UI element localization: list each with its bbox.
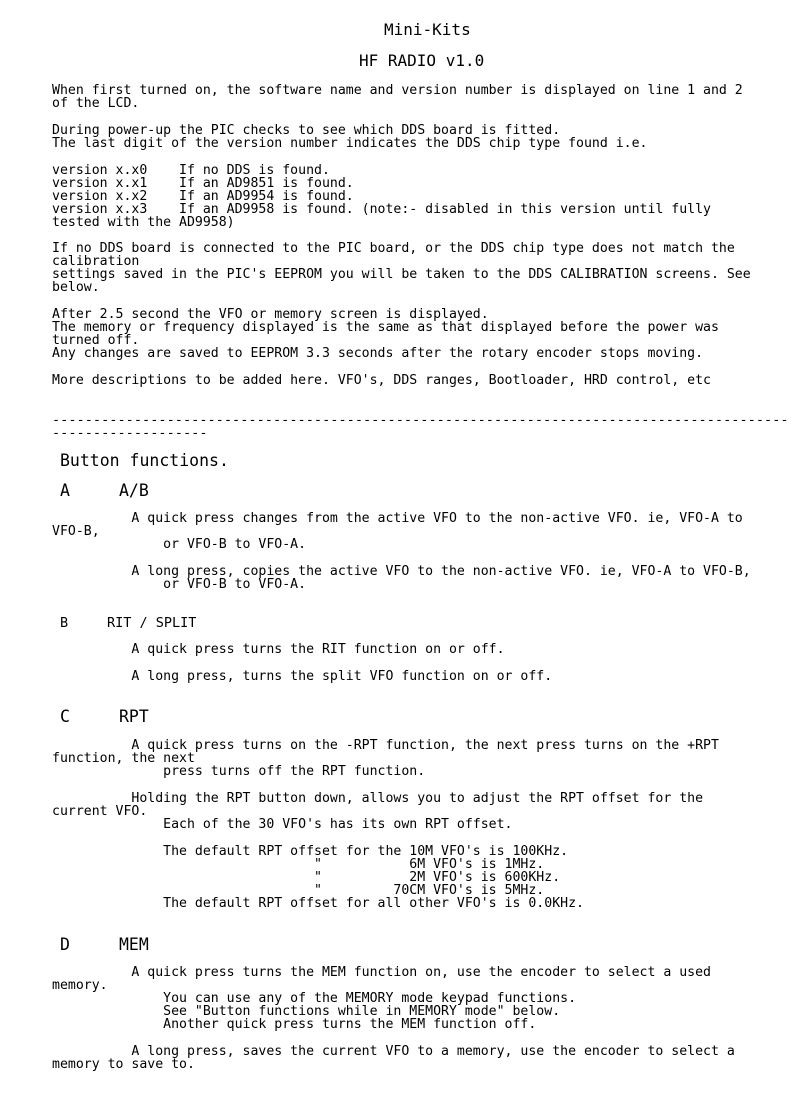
intro-line: below. <box>52 280 100 295</box>
desc-line: The default RPT offset for the 10M VFO's is 100KHz. <box>52 844 569 859</box>
button-key-c: C <box>60 707 70 726</box>
button-name-d: MEM <box>119 935 149 954</box>
intro-line: of the LCD. <box>52 96 140 111</box>
button-name-b: RIT / SPLIT <box>107 615 197 631</box>
brand-title: Mini-Kits <box>384 20 471 39</box>
section-heading: Button functions. <box>60 451 229 470</box>
desc-line: A long press, saves the current VFO to a memory, use the encoder to select a <box>52 1044 735 1059</box>
desc-line: A long press, copies the active VFO to the non-active VFO. ie, VFO-A to VFO-B, <box>52 564 751 579</box>
desc-line: or VFO-B to VFO-A. <box>52 577 307 592</box>
version-line: version x.x3 If an AD9958 is found. (note:- disabled in this version until fully <box>52 202 711 217</box>
desc-line: memory. <box>52 978 108 993</box>
dash-divider: ------------------------------------------------------------------------------------------ <box>52 412 789 428</box>
intro-line: During power-up the PIC checks to see which DDS board is fitted. <box>52 123 561 138</box>
desc-line: A quick press changes from the active VFO to the non-active VFO. ie, VFO-A to <box>52 511 743 526</box>
intro-line: When first turned on, the software name and version number is displayed on line 1 and 2 <box>52 83 743 98</box>
intro-line: After 2.5 second the VFO or memory screen is displayed. <box>52 307 489 322</box>
button-name-c: RPT <box>119 707 149 726</box>
desc-line: The default RPT offset for all other VFO's is 0.0KHz. <box>52 896 584 911</box>
version-line: version x.x2 If an AD9954 is found. <box>52 189 354 204</box>
version-line: version x.x0 If no DDS is found. <box>52 163 330 178</box>
intro-line: The last digit of the version number indicates the DDS chip type found i.e. <box>52 136 648 151</box>
desc-line: A quick press turns the MEM function on, use the encoder to select a used <box>52 965 711 980</box>
desc-line: " 2M VFO's is 600KHz. <box>52 870 561 885</box>
button-key-a: A <box>60 481 70 500</box>
desc-line: current VFO. <box>52 804 148 819</box>
desc-line: memory to save to. <box>52 1057 195 1072</box>
button-key-d: D <box>60 935 70 954</box>
desc-line: Holding the RPT button down, allows you to adjust the RPT offset for the <box>52 791 704 806</box>
desc-line: or VFO-B to VFO-A. <box>52 537 307 552</box>
intro-line: Any changes are saved to EEPROM 3.3 seconds after the rotary encoder stops moving. <box>52 346 704 361</box>
version-line: version x.x1 If an AD9851 is found. <box>52 176 354 191</box>
button-name-a: A/B <box>119 481 149 500</box>
version-line: tested with the AD9958) <box>52 215 235 230</box>
intro-line: settings saved in the PIC's EEPROM you will be taken to the DDS CALIBRATION screens. See <box>52 267 751 282</box>
desc-line: Another quick press turns the MEM function off. <box>52 1017 537 1032</box>
intro-line: calibration <box>52 254 140 269</box>
intro-line: More descriptions to be added here. VFO's, DDS ranges, Bootloader, HRD control, etc <box>52 373 711 388</box>
desc-line: You can use any of the MEMORY mode keypad functions. <box>52 991 577 1006</box>
desc-line: " 6M VFO's is 1MHz. <box>52 857 545 872</box>
desc-line: function, the next <box>52 751 195 766</box>
button-key-b: B <box>60 615 69 631</box>
desc-line: A quick press turns on the -RPT function, the next press turns on the +RPT <box>52 738 719 753</box>
page-title: HF RADIO v1.0 <box>359 51 485 70</box>
desc-line: A long press, turns the split VFO function on or off. <box>52 669 553 684</box>
desc-line: A quick press turns the RIT function on or off. <box>52 642 505 657</box>
intro-line: The memory or frequency displayed is the same as that displayed before the power was <box>52 320 719 335</box>
dash-divider: ------------------- <box>52 425 208 441</box>
desc-line: press turns off the RPT function. <box>52 764 426 779</box>
desc-line: " 70CM VFO's is 5MHz. <box>52 883 545 898</box>
desc-line: VFO-B, <box>52 524 100 539</box>
desc-line: See "Button functions while in MEMORY mode" below. <box>52 1004 561 1019</box>
intro-line: If no DDS board is connected to the PIC board, or the DDS chip type does not match the <box>52 241 735 256</box>
intro-line: turned off. <box>52 333 140 348</box>
desc-line: Each of the 30 VFO's has its own RPT offset. <box>52 817 513 832</box>
